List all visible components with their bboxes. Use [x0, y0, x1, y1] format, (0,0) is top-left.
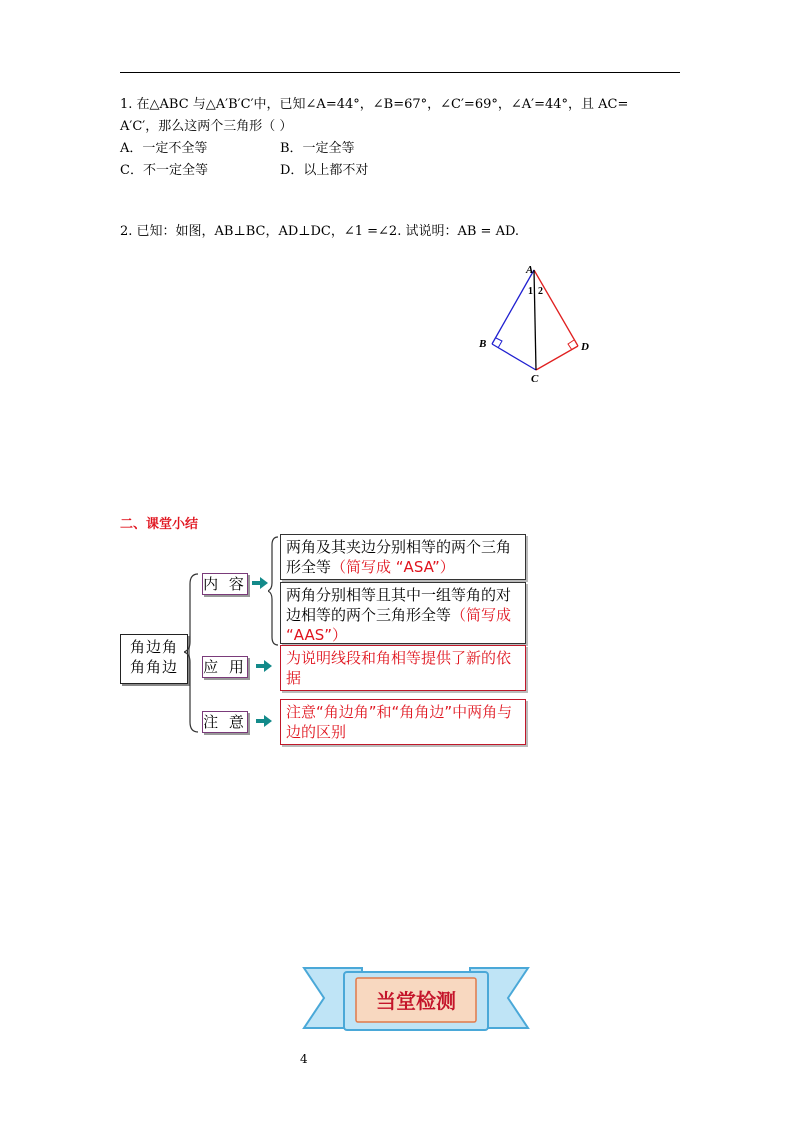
asa-text: 两角及其夹边分别相等的两个三角形全等 [286, 538, 512, 576]
branch-note: 注 意 [203, 713, 247, 731]
question-2: 2. 已知：如图，AB⊥BC，AD⊥DC，∠1 =∠2. 试说明：AB = AD. [120, 224, 520, 239]
arrow-right-icon [256, 660, 272, 672]
aas-box [280, 582, 526, 644]
apply-box [280, 645, 526, 691]
apply-text: 为说明线段和角相等提供了新的依据 [286, 649, 512, 687]
arrow-right-icon [252, 577, 268, 589]
asa-box [280, 534, 526, 580]
option-d: D．以上都不对 [280, 163, 369, 178]
segment-ac [534, 270, 536, 370]
angle-1-label: 1 [528, 286, 533, 297]
arrow-right-icon [256, 715, 272, 727]
geometry-figure [470, 258, 610, 388]
section-title: 二、课堂小结 [120, 517, 199, 532]
segment-ad [534, 270, 578, 346]
root-line2: 角角边 [129, 658, 178, 676]
question-1-line1: 1. 在△ABC 与△A′B′C′中，已知∠A=44°，∠B=67°，∠C′=69°，∠A′=44°，且 AC= [120, 97, 629, 112]
branch-content: 内 容 [203, 575, 247, 593]
branch-apply: 应 用 [203, 658, 247, 676]
option-c: C．不一定全等 [120, 163, 208, 178]
segment-ab [492, 270, 534, 344]
question-1-line2: A′C′，那么这两个三角形（ ） [120, 119, 293, 134]
root-line1: 角边角 [129, 638, 178, 656]
angle-2-label: 2 [538, 286, 543, 297]
label-b: B [479, 338, 487, 350]
asa-note: （简写成 “ASA”） [331, 558, 455, 576]
note-text: 注意“角边角”和“角角边”中两角与边的区别 [286, 703, 513, 741]
option-b: B．一定全等 [280, 141, 355, 156]
aas-text: 两角分别相等且其中一组等角的对边相等的两个三角形全等 [286, 586, 512, 624]
header-rule [120, 72, 680, 73]
banner-title: 当堂检测 [376, 989, 456, 1013]
content-brace [268, 535, 280, 647]
aas-note: （简写成 “AAS”） [286, 606, 512, 644]
main-brace [184, 570, 204, 740]
page-number: 4 [300, 1052, 308, 1066]
note-box [280, 699, 526, 745]
root-box [120, 634, 188, 684]
label-c: C [531, 373, 539, 385]
option-a: A．一定不全等 [120, 141, 208, 156]
test-banner [300, 962, 532, 1050]
label-d: D [581, 341, 589, 353]
label-a: A [526, 264, 534, 276]
